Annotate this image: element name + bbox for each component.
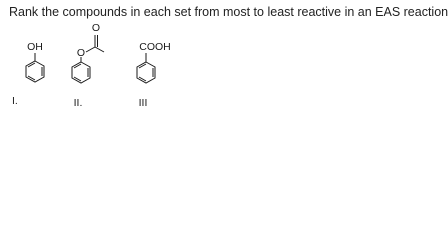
question-text: Rank the compounds in each set from most to least reactive in an EAS reaction [9,5,448,19]
cooh-label: COOH [139,41,171,53]
benzene-ring-3 [137,62,155,83]
benzene-ring-2 [72,62,90,83]
ring-1-double-bond-a [28,63,35,67]
ring-1-double-bond-c [28,76,35,80]
methyl-bond [95,47,104,52]
ring-3-double-bond-c [139,77,146,81]
benzene-ring-1 [26,61,44,82]
ester-oxygen-label: O [76,47,86,59]
compound-phenyl-acetate [72,35,104,83]
compound-structures [0,0,350,119]
compound-benzoic-acid [137,53,155,83]
oh-label: OH [27,41,43,53]
compound-numeral-1: I. [12,95,18,107]
compound-numeral-3: III [138,97,148,109]
ring-3-double-bond-a [139,64,146,68]
compound-phenol [26,53,44,82]
ring-2-double-bond-c [74,77,81,81]
carbonyl-oxygen-label: O [91,22,101,34]
compound-numeral-2: II. [73,97,83,109]
ring-2-double-bond-a [74,64,81,68]
ester-o-carbonyl-bond [86,47,95,52]
